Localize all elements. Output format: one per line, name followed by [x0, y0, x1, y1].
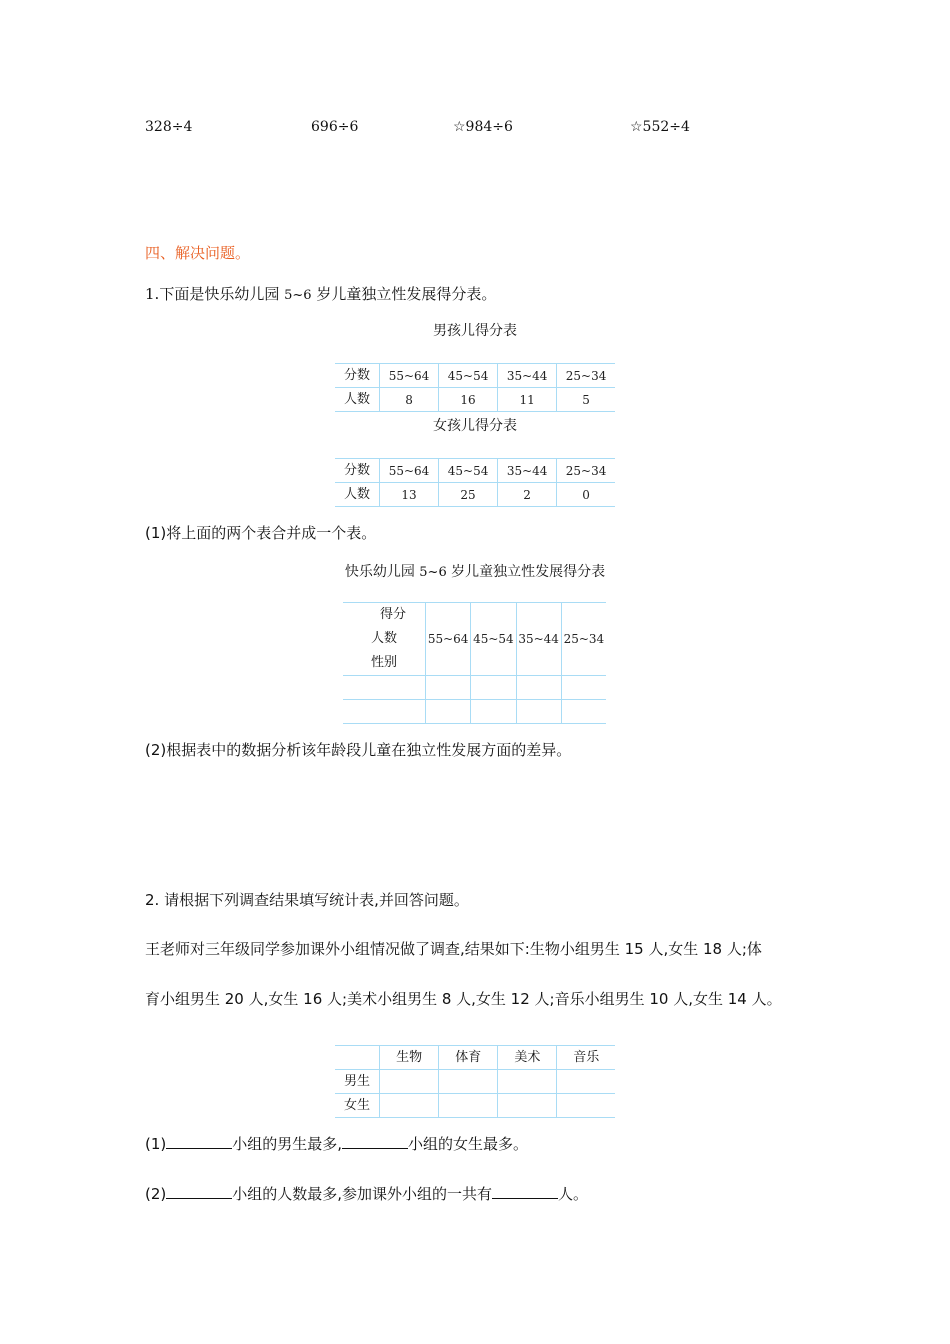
table-row [343, 603, 606, 676]
row-label: 分数 [335, 364, 380, 388]
table-row [335, 364, 615, 388]
table-row [343, 700, 606, 724]
merged-score-table [343, 602, 606, 724]
header-count-label: 人数 [370, 631, 397, 646]
q1-part2: (2)根据表中的数据分析该年龄段儿童在独立性发展方面的差异。 [145, 741, 572, 759]
merged-title-range: 5~6 [419, 565, 447, 580]
empty-cell[interactable] [439, 1094, 498, 1118]
table-row [335, 1070, 615, 1094]
q2-part2 [145, 1183, 588, 1204]
q1-intro [145, 283, 496, 304]
table-row [343, 676, 606, 700]
empty-cell[interactable] [439, 1070, 498, 1094]
q2-part1 [145, 1133, 528, 1154]
table-cell: 55~64 [380, 459, 439, 483]
diagonal-header-cell [343, 603, 426, 676]
merged-table-title [330, 561, 620, 581]
header-score-label: 得分 [379, 607, 406, 622]
division-problem-1: 328÷4 [145, 119, 193, 135]
column-header: 音乐 [557, 1046, 615, 1070]
division-problem-3: ☆984÷6 [453, 119, 513, 135]
q2-paragraph-line-2: 育小组男生 20 人,女生 16 人;美术小组男生 8 人,女生 12 人;音乐小组男生 10 人,女生 14 人。 [145, 990, 782, 1008]
row-label: 人数 [335, 483, 380, 507]
q1-intro-text: 下面是快乐幼儿园 [159, 285, 280, 303]
club-survey-table [335, 1045, 615, 1118]
table-cell: 13 [380, 483, 439, 507]
division-problem-2: 696÷6 [311, 119, 359, 135]
table-row [335, 1046, 615, 1070]
header-gender-label: 性别 [370, 655, 397, 670]
empty-cell[interactable] [561, 700, 606, 724]
q2-part2-tail: 人。 [558, 1185, 589, 1203]
empty-cell[interactable] [516, 700, 561, 724]
q1-part1: (1)将上面的两个表合并成一个表。 [145, 524, 377, 542]
empty-cell[interactable] [561, 676, 606, 700]
boys-score-table [335, 363, 615, 412]
empty-cell[interactable] [498, 1070, 557, 1094]
table-cell: 8 [380, 388, 439, 412]
girls-table-title: 女孩儿得分表 [433, 418, 517, 434]
row-label: 女生 [335, 1094, 380, 1118]
merged-title-b: 岁儿童独立性发展得分表 [451, 564, 606, 580]
answer-blank[interactable] [166, 1184, 232, 1199]
table-cell: 55~64 [426, 603, 471, 676]
table-row [335, 388, 615, 412]
empty-cell[interactable] [380, 1070, 439, 1094]
q2-part1-mid: 小组的男生最多, [232, 1135, 343, 1153]
table-cell: 55~64 [380, 364, 439, 388]
table-cell: 25 [439, 483, 498, 507]
row-label: 男生 [335, 1070, 380, 1094]
table-cell: 25~34 [557, 364, 615, 388]
empty-cell[interactable] [343, 700, 426, 724]
table-cell: 35~44 [516, 603, 561, 676]
girls-score-table [335, 458, 615, 507]
table-cell: 2 [498, 483, 557, 507]
table-cell: 16 [439, 388, 498, 412]
empty-cell[interactable] [471, 676, 516, 700]
column-header: 美术 [498, 1046, 557, 1070]
table-cell: 25~34 [561, 603, 606, 676]
merged-title-a: 快乐幼儿园 [344, 564, 415, 580]
table-cell: 25~34 [557, 459, 615, 483]
q2-part1-tail: 小组的女生最多。 [408, 1135, 529, 1153]
table-cell: 35~44 [498, 364, 557, 388]
answer-blank[interactable] [166, 1134, 232, 1149]
table-row [335, 1094, 615, 1118]
boys-table-title: 男孩儿得分表 [433, 323, 517, 339]
row-label: 分数 [335, 459, 380, 483]
q2-paragraph-line-1: 王老师对三年级同学参加课外小组情况做了调查,结果如下:生物小组男生 15 人,女生 18 人;体 [145, 940, 762, 958]
q2-intro: 2. 请根据下列调查结果填写统计表,并回答问题。 [145, 891, 469, 909]
row-label: 人数 [335, 388, 380, 412]
q2-part1-prefix: (1) [145, 1135, 167, 1153]
table-row [335, 459, 615, 483]
empty-cell[interactable] [498, 1094, 557, 1118]
table-cell: 45~54 [471, 603, 516, 676]
table-cell: 5 [557, 388, 615, 412]
empty-cell[interactable] [557, 1094, 615, 1118]
table-row [335, 483, 615, 507]
table-cell: 35~44 [498, 459, 557, 483]
column-header: 生物 [380, 1046, 439, 1070]
empty-cell[interactable] [557, 1070, 615, 1094]
q1-number: 1. [145, 285, 160, 303]
empty-cell[interactable] [471, 700, 516, 724]
q2-part2-mid: 小组的人数最多,参加课外小组的一共有 [232, 1185, 493, 1203]
table-cell: 11 [498, 388, 557, 412]
empty-cell[interactable] [426, 700, 471, 724]
table-cell: 0 [557, 483, 615, 507]
empty-cell[interactable] [380, 1094, 439, 1118]
empty-cell[interactable] [516, 676, 561, 700]
answer-blank[interactable] [492, 1184, 558, 1199]
division-problem-4: ☆552÷4 [630, 119, 690, 135]
corner-cell [335, 1046, 380, 1070]
answer-blank[interactable] [342, 1134, 408, 1149]
section-title: 四、解决问题。 [145, 244, 251, 262]
column-header: 体育 [439, 1046, 498, 1070]
table-cell: 45~54 [439, 364, 498, 388]
empty-cell[interactable] [343, 676, 426, 700]
q1-intro-range: 5~6 [284, 288, 312, 303]
q1-intro-tail: 岁儿童独立性发展得分表。 [316, 285, 497, 303]
table-cell: 45~54 [439, 459, 498, 483]
q2-part2-prefix: (2) [145, 1185, 167, 1203]
empty-cell[interactable] [426, 676, 471, 700]
